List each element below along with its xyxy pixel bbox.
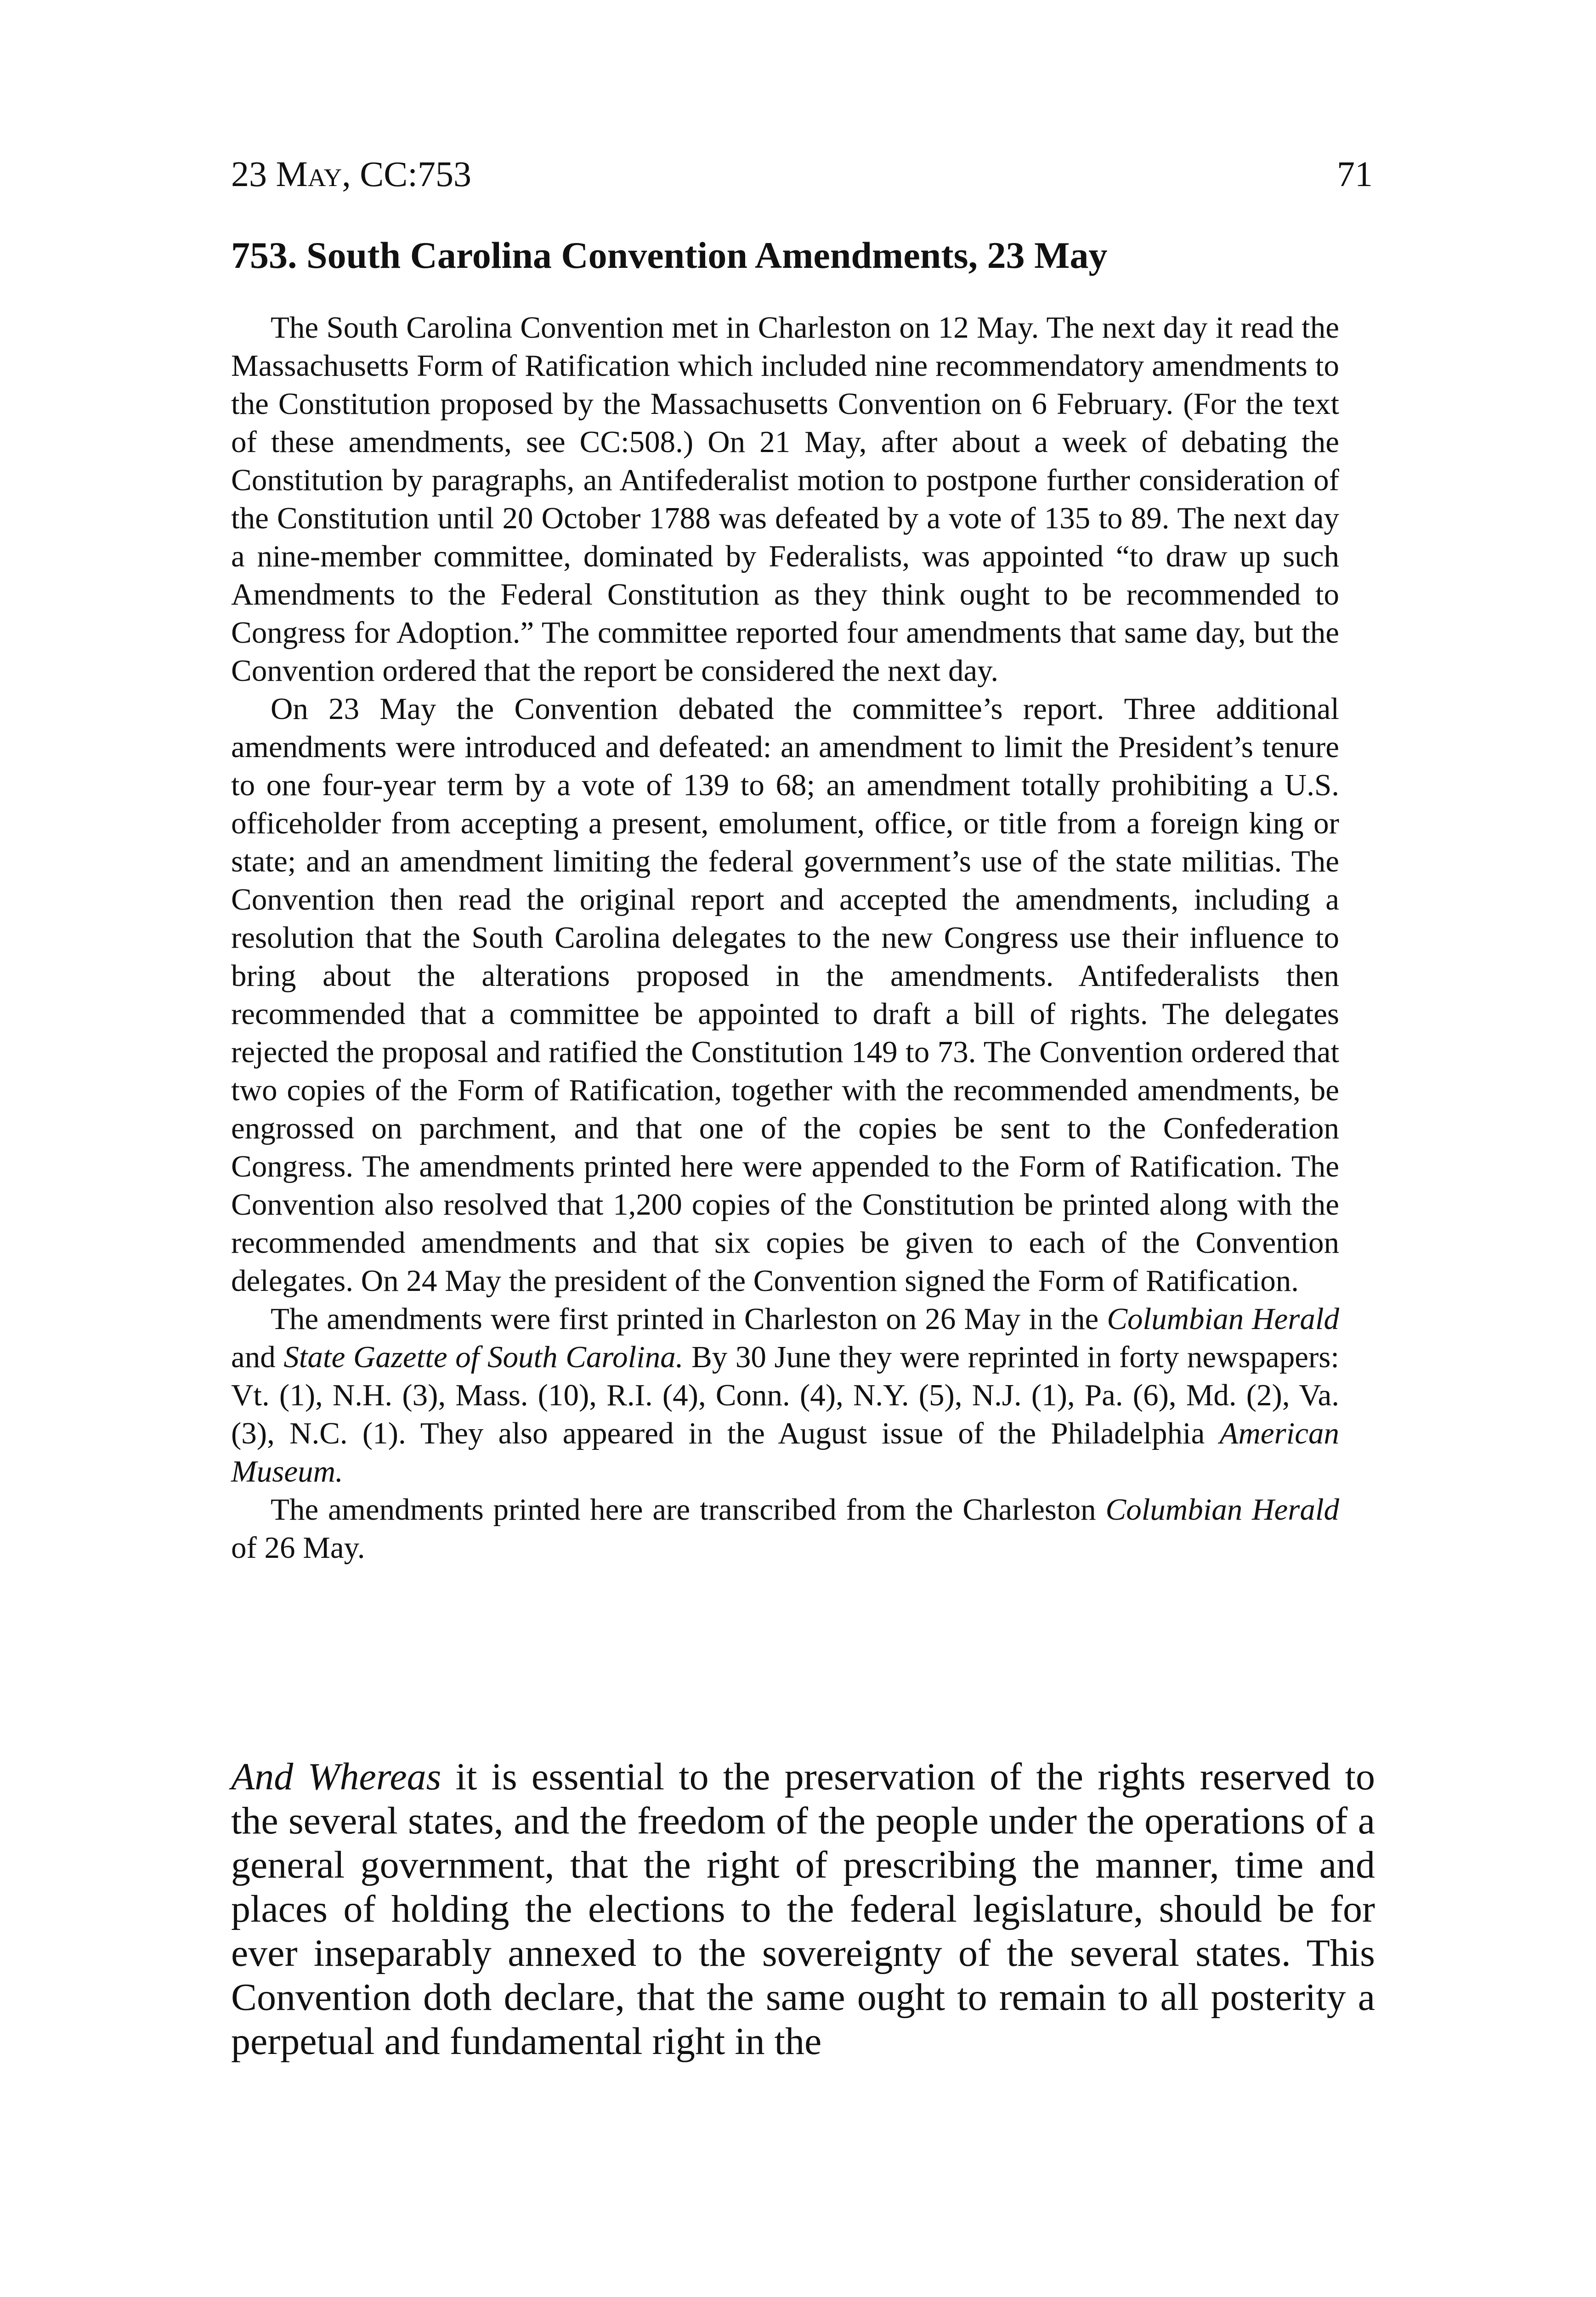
headnote-text: By 30 June they were reprinted in forty newspapers: Vt. (1), N.H. (3), Mass. (10), R.I. (4), Conn. (4), N.Y. (5), N.J. (1), Pa. (6), Md. (2), Va. (3), N.C. (1). They also appeared in the August issue of the Philadelphia	[231, 1340, 1339, 1450]
headnote-paragraph-1: The South Carolina Convention met in Charleston on 12 May. The next day it read the Massachusetts Form of Ratification which included nine recommendatory amendments to the Constitution proposed by the Massachusetts Convention on 6 February. (For the text of these amendments, see CC:508.) On 21 May, after about a week of debating the Constitution by paragraphs, an Antifederalist motion to postpone further consideration of the Constitution until 20 October 1788 was defeated by a vote of 135 to 89. The next day a nine-member committee, dominated by Federalists, was appointed “to draw up such Amendments to the Federal Constitution as they think ought to be recommended to Congress for Adoption.” The committee reported four amendments that same day, but the Convention ordered that the report be considered the next day.	[231, 311, 1339, 688]
editorial-headnote	[231, 309, 1339, 1567]
newspaper-title: Columbian Herald	[1105, 1493, 1339, 1527]
headnote-paragraph-4	[231, 1491, 1339, 1567]
document-title: 753. South Carolina Convention Amendments, 23 May	[231, 234, 1108, 276]
headnote-text: and	[231, 1340, 284, 1374]
newspaper-title: Columbian Herald	[1107, 1302, 1339, 1336]
newspaper-title: State Gazette of South Carolina.	[283, 1340, 684, 1374]
running-head-month: May	[276, 154, 342, 194]
headnote-text: of 26 May.	[231, 1531, 365, 1565]
headnote-text: The amendments were first printed in Charleston on 26 May in the	[271, 1302, 1107, 1336]
headnote-paragraph-3	[231, 1300, 1339, 1491]
headnote-text: The amendments printed here are transcribed from the Charleston	[271, 1493, 1106, 1527]
running-head-day: 23	[231, 154, 276, 194]
page-number: 71	[1337, 154, 1373, 194]
running-head	[231, 156, 1373, 192]
magazine-title: American Museum.	[231, 1416, 1339, 1488]
lead-phrase: And Whereas	[231, 1755, 441, 1798]
amendment-paragraph	[231, 1755, 1375, 2064]
amendment-text: it is essential to the preservation of the rights reserved to the several states, and the freedom of the people under the operations of a general government, that the right of prescribing the manner, time and places of holding the elections to the federal legislature, should be for ever inseparably annexed to the sovereignty of the several states. This Convention doth declare, that the same ought to remain to all posterity a perpetual and fundamental right in the	[231, 1755, 1375, 2063]
running-head-left	[231, 156, 471, 192]
running-head-cc-number: , CC:753	[342, 154, 471, 194]
document-text	[231, 1755, 1375, 2064]
headnote-paragraph-2: On 23 May the Convention debated the committee’s report. Three additional amendments were introduced and defeated: an amendment to limit the President’s tenure to one four-year term by a vote of 139 to 68; an amendment totally prohibiting a U.S. officeholder from accepting a present, emolument, office, or title from a foreign king or state; and an amendment limiting the federal government’s use of the state militias. The Convention then read the original report and accepted the amendments, including a resolution that the South Carolina delegates to the new Congress use their influence to bring about the alterations proposed in the amendments. Antifederalists then recommended that a committee be appointed to draft a bill of rights. The delegates rejected the proposal and ratified the Constitution 149 to 73. The Convention ordered that two copies of the Form of Ratification, together with the recommended amendments, be engrossed on parchment, and that one of the copies be sent to the Confederation Congress. The amendments printed here were appended to the Form of Ratification. The Convention also resolved that 1,200 copies of the Constitution be printed along with the recommended amendments and that six copies be given to each of the Convention delegates. On 24 May the president of the Convention signed the Form of Ratification.	[231, 692, 1339, 1298]
